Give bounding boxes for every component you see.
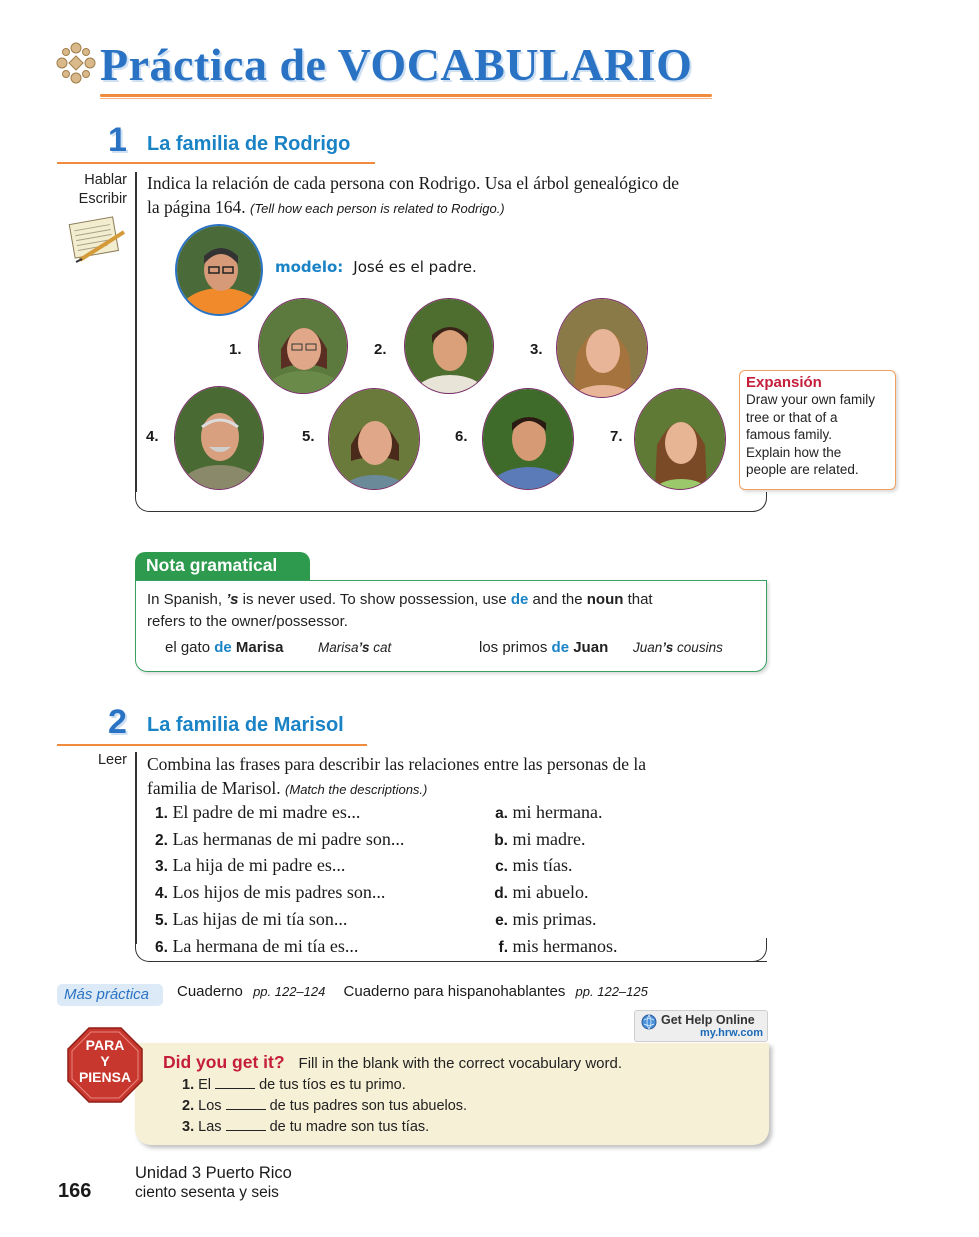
nota-ex2-eng-b: ’s	[662, 640, 674, 655]
match-right-text: mis primas.	[512, 908, 597, 929]
title-underline	[100, 94, 712, 97]
match-right-text: mis tías.	[512, 855, 573, 876]
activity2-english: (Match the descriptions.)	[285, 782, 428, 797]
cuaderno-pages: pp. 122–124	[253, 984, 326, 999]
nota-ex1-de: de	[214, 639, 232, 656]
mas-practica-badge: Más práctica	[57, 984, 163, 1006]
activity1-rule	[57, 162, 375, 164]
photo-label-6: 6.	[455, 428, 468, 445]
activity1-skills	[55, 171, 127, 209]
modelo-text: José es el padre.	[353, 258, 477, 276]
activity2-number: 2	[108, 703, 127, 741]
nota-line-1	[147, 591, 653, 608]
pyp-item-before: El	[198, 1077, 212, 1093]
nota-ex1-marisa: Marisa	[235, 639, 284, 656]
pyp-title: Did you get it?	[163, 1052, 285, 1072]
activity2-title: La familia de Marisol	[147, 714, 344, 736]
photo-label-1: 1.	[229, 341, 242, 358]
nota-ex2-juan: Juan	[573, 639, 609, 656]
page-number: 166	[58, 1180, 92, 1202]
match-right-list	[488, 800, 688, 960]
match-left-text: La hija de mi padre es...	[172, 855, 346, 876]
match-left-text: Las hijas de mi tía son...	[172, 908, 348, 929]
expansion-title: Expansión	[746, 374, 822, 391]
match-right-item	[488, 907, 688, 934]
activity2-instructions-line2: familia de Marisol.	[147, 778, 281, 798]
match-right-text: mi abuelo.	[512, 882, 589, 903]
activity2-left-rule	[135, 752, 137, 944]
activity1-title: La familia de Rodrigo	[147, 133, 351, 155]
expansion-box	[739, 370, 896, 490]
cuaderno-hispanohablantes-link[interactable]: Cuaderno para hispanohablantes	[343, 983, 566, 1000]
pyp-items	[182, 1075, 467, 1138]
match-left-text: La hermana de mi tía es...	[172, 935, 359, 956]
nota-apostrophe-s: ’s	[226, 591, 239, 608]
footer-words: ciento sesenta y seis	[135, 1184, 279, 1201]
stop-line-piensa: PIENSA	[78, 1069, 132, 1085]
expansion-line-4: Explain how the	[746, 444, 842, 460]
stop-sign-text	[67, 1037, 143, 1085]
pyp-item-before: Las	[198, 1119, 222, 1135]
globe-icon	[641, 1014, 657, 1030]
get-help-online-button[interactable]	[634, 1010, 768, 1042]
match-right-item	[488, 800, 688, 827]
activity1-english: (Tell how each person is related to Rodrigo.)	[250, 201, 505, 216]
photo-3	[556, 298, 648, 398]
portrait-boy	[405, 299, 494, 394]
pyp-item	[182, 1117, 467, 1138]
skill-hablar: Hablar	[84, 172, 127, 188]
match-left-num: 5.	[155, 911, 168, 929]
match-right-text: mis hermanos.	[512, 935, 618, 956]
photo-7	[634, 388, 726, 490]
match-right-item	[488, 827, 688, 854]
match-left-item	[155, 907, 475, 934]
modelo-line	[275, 258, 477, 277]
pyp-prompt: Fill in the blank with the correct vocabulary word.	[298, 1055, 623, 1072]
portrait-woman	[557, 299, 648, 398]
match-left-item	[155, 853, 475, 880]
title-underline-thin	[100, 98, 712, 99]
stop-line-y: Y	[100, 1053, 110, 1069]
activity2-skill: Leer	[97, 752, 127, 768]
expansion-text	[746, 391, 889, 479]
portrait-woman-2	[329, 389, 420, 490]
pyp-item-num: 3.	[182, 1119, 195, 1135]
portrait-woman-glasses	[259, 299, 348, 394]
nota-ex1-a: el gato	[165, 639, 215, 656]
activity2-rule	[57, 744, 367, 746]
photo-6	[482, 388, 574, 490]
blank-line[interactable]	[215, 1079, 255, 1089]
activity1-instructions-line2: la página 164.	[147, 197, 246, 217]
expansion-line-5: people are related.	[746, 462, 859, 477]
pyp-item	[182, 1096, 467, 1117]
photo-label-3: 3.	[530, 341, 543, 358]
photo-jose	[175, 224, 263, 316]
modelo-label: modelo:	[275, 258, 344, 276]
match-left-num: 6.	[155, 938, 168, 956]
nota-example-2-eng	[633, 640, 723, 655]
portrait-man	[483, 389, 574, 490]
title-part1: Práctica de	[100, 39, 327, 90]
match-left-text: Los hijos de mis padres son...	[172, 882, 386, 903]
match-left-text: El padre de mi madre es...	[172, 802, 361, 822]
cuaderno-hispanohablantes-pages: pp. 122–125	[575, 984, 648, 999]
photo-label-2: 2.	[374, 341, 387, 358]
nota-text-a: In Spanish,	[147, 591, 227, 608]
nota-line-2: refers to the owner/possessor.	[147, 613, 348, 630]
match-left-num: 3.	[155, 858, 168, 876]
match-left-text: Las hermanas de mi padre son...	[172, 828, 405, 849]
stop-line-para: PARA	[85, 1037, 125, 1053]
activity1-number: 1	[108, 121, 127, 159]
nota-example-2	[479, 639, 608, 656]
footer-text	[135, 1164, 292, 1202]
match-left-num: 4.	[155, 885, 168, 903]
ornament-icon	[55, 40, 97, 86]
match-right-letter: d.	[494, 885, 508, 903]
cuaderno-link[interactable]: Cuaderno	[177, 983, 243, 1000]
match-right-letter: a.	[495, 805, 508, 822]
get-help-label: Get Help Online	[661, 1013, 755, 1027]
activity1-instructions-line1: Indica la relación de cada persona con Rodrigo. Usa el árbol genealógico de	[147, 173, 680, 193]
activity2-instructions	[147, 752, 747, 802]
page-title	[100, 38, 692, 91]
nota-example-1-eng	[318, 640, 391, 655]
activity2-instructions-line1: Combina las frases para describir las relaciones entre las personas de la	[147, 754, 647, 774]
nota-ex1-eng-c: cat	[369, 640, 392, 655]
blank-line[interactable]	[226, 1121, 266, 1131]
nota-text-e: and the	[528, 591, 587, 608]
footer-unit: Unidad 3 Puerto Rico	[135, 1164, 292, 1182]
pyp-item	[182, 1075, 467, 1096]
match-right-letter: f.	[498, 938, 508, 956]
photo-label-4: 4.	[146, 428, 159, 445]
match-left-item	[155, 880, 475, 907]
pyp-item-num: 2.	[182, 1098, 195, 1114]
photo-5	[328, 388, 420, 490]
skill-escribir: Escribir	[78, 191, 127, 207]
writing-paper-icon	[66, 212, 128, 264]
activity1-box-corner	[752, 492, 767, 512]
match-left-list	[155, 800, 475, 960]
photo-label-7: 7.	[610, 428, 623, 445]
nota-ex1-eng-a: Marisa	[318, 640, 359, 655]
pyp-item-num: 1.	[182, 1077, 195, 1093]
match-right-text: mi madre.	[512, 828, 586, 849]
photo-4	[174, 386, 264, 490]
nota-ex2-de: de	[551, 639, 570, 656]
nota-de: de	[510, 591, 529, 608]
blank-line[interactable]	[226, 1100, 266, 1110]
nota-ex2-eng-a: Juan	[633, 640, 663, 655]
portrait-older-man	[175, 387, 264, 490]
match-right-letter: b.	[494, 831, 508, 849]
match-right-item	[488, 934, 688, 961]
photo-1	[258, 298, 348, 394]
nota-ex2-eng-c: cousins	[673, 640, 723, 655]
get-help-url[interactable]: my.hrw.com	[700, 1027, 763, 1039]
match-left-item	[155, 934, 475, 961]
match-right-item	[488, 853, 688, 880]
pyp-item-after: de tu madre son tus tías.	[269, 1119, 430, 1135]
match-left-item	[155, 800, 475, 827]
pyp-item-after: de tus tíos es tu primo.	[259, 1077, 406, 1093]
match-left-item	[155, 827, 475, 854]
nota-example-1	[165, 639, 283, 656]
expansion-line-2: tree or that of a	[746, 409, 838, 425]
nota-ex2-a: los primos	[479, 639, 552, 656]
pyp-header	[163, 1052, 622, 1073]
portrait-girl	[635, 389, 726, 490]
match-right-text: mi hermana.	[512, 802, 603, 822]
photo-label-5: 5.	[302, 428, 315, 445]
match-right-item	[488, 880, 688, 907]
nota-text-g: that	[623, 591, 653, 608]
portrait-man-glasses	[177, 226, 263, 316]
pyp-item-after: de tus padres son tus abuelos.	[269, 1098, 468, 1114]
nota-text-c: is never used. To show possession, use	[238, 591, 511, 608]
match-right-letter: e.	[495, 911, 508, 929]
nota-ex1-eng-b: ’s	[358, 640, 370, 655]
match-left-num: 2.	[155, 831, 168, 849]
match-right-letter: c.	[495, 858, 508, 876]
expansion-line-1: Draw your own family	[746, 392, 876, 407]
photo-2	[404, 298, 494, 394]
match-left-num: 1.	[155, 805, 168, 822]
nota-noun: noun	[586, 591, 624, 608]
pyp-item-before: Los	[198, 1098, 222, 1114]
activity1-instructions	[147, 171, 747, 221]
nota-tab: Nota gramatical	[135, 552, 310, 580]
title-part2: VOCABULARIO	[337, 39, 693, 90]
mas-practica-refs	[177, 983, 648, 1000]
activity1-left-rule	[135, 172, 137, 492]
expansion-line-3: famous family.	[746, 427, 833, 442]
